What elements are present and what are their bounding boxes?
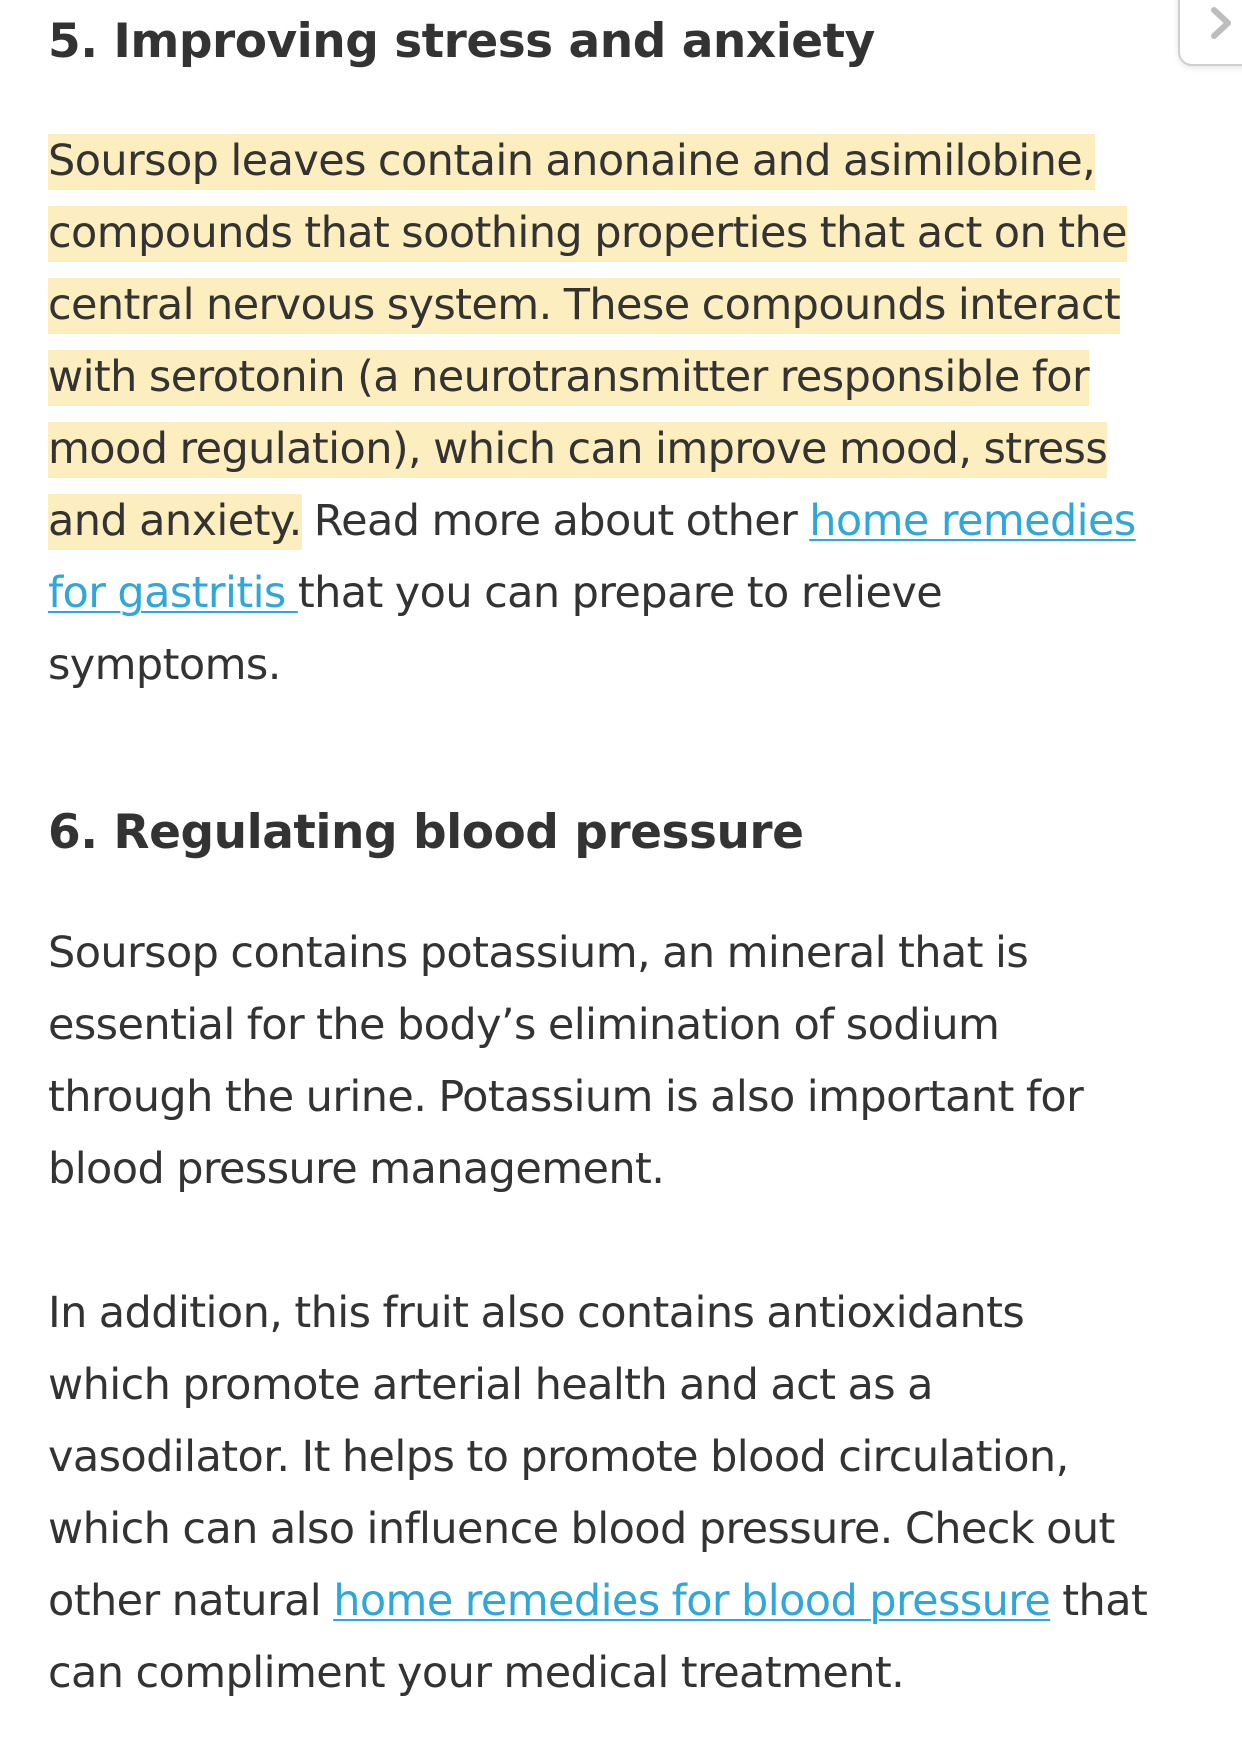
highlighted-text: mood regulation), which can improve mood, stress [48,422,1107,478]
plain-text: Read more about other [301,496,810,546]
highlighted-text: with serotonin (a neurotransmitter responsible for [48,350,1089,406]
plain-text: that you can prepare to relieve [297,568,943,618]
paragraph-line [48,125,1218,197]
chevron-right-icon [1208,6,1236,40]
highlighted-text: central nervous system. These compounds interact [48,278,1120,334]
section-6-paragraph-2 [48,1277,1218,1709]
plain-text: other natural [48,1576,334,1626]
paragraph-line: In addition, this fruit also contains antioxidants [48,1288,1025,1338]
paragraph-line: Soursop contains potassium, an mineral that is [48,928,1029,978]
next-article-card[interactable] [1178,0,1242,66]
paragraph-line [48,197,1218,269]
blood-pressure-remedies-link[interactable]: home remedies for blood pressure [333,1576,1051,1626]
highlighted-text: and anxiety. [48,494,302,550]
highlighted-text: compounds that soothing properties that act on the [48,206,1127,262]
paragraph-line: essential for the body’s elimination of sodium [48,1000,1000,1050]
paragraph-line [48,413,1218,485]
section-6-heading: 6. Regulating blood pressure [48,805,804,860]
section-5-heading: 5. Improving stress and anxiety [48,14,875,69]
section-6-paragraph-1 [48,917,1218,1205]
paragraph-line: which can also influence blood pressure. Check out [48,1504,1115,1554]
paragraph-line: vasodilator. It helps to promote blood circulation, [48,1432,1069,1482]
paragraph-line [48,557,1218,629]
paragraph-line: through the urine. Potassium is also important for [48,1072,1084,1122]
gastritis-remedies-link-continued[interactable]: for gastritis [48,568,298,618]
plain-text: that [1050,1576,1148,1626]
gastritis-remedies-link[interactable]: home remedies [809,496,1136,546]
paragraph-line: which promote arterial health and act as a [48,1360,933,1410]
paragraph-line [48,341,1218,413]
paragraph-line: blood pressure management. [48,1144,665,1194]
section-5-paragraph [48,125,1218,701]
paragraph-line [48,1565,1218,1637]
highlighted-text: Soursop leaves contain anonaine and asimilobine, [48,134,1095,190]
paragraph-line [48,269,1218,341]
paragraph-line [48,485,1218,557]
paragraph-line: symptoms. [48,640,281,690]
paragraph-line: can compliment your medical treatment. [48,1648,905,1698]
